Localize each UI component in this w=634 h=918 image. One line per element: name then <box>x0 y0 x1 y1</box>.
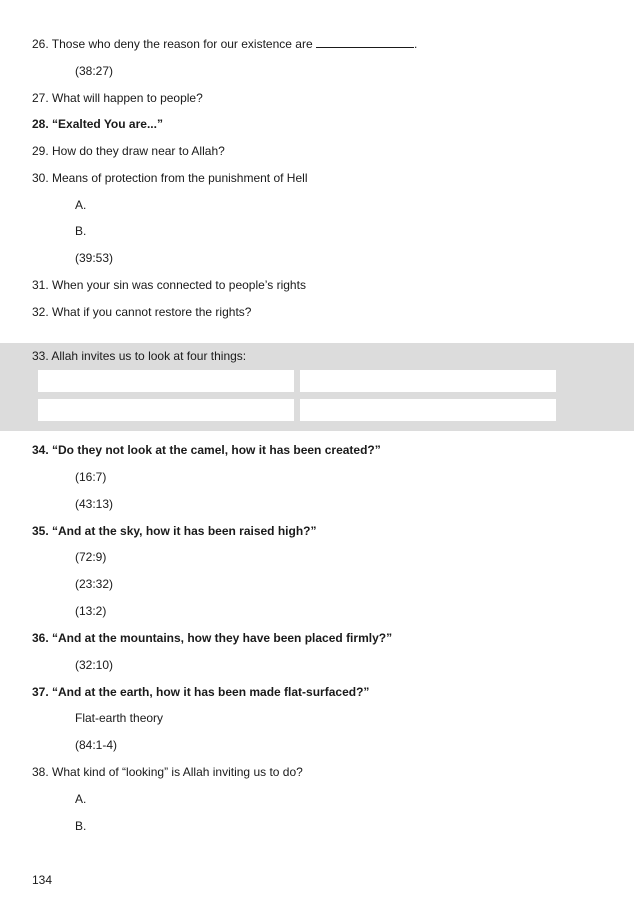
question-35: 35. “And at the sky, how it has been raised high?” <box>32 524 317 538</box>
reference: (16:7) <box>75 470 107 484</box>
page-number: 134 <box>32 873 53 887</box>
option-a: A. <box>75 792 87 806</box>
reference: (72:9) <box>75 550 107 564</box>
reference: (32:10) <box>75 658 114 672</box>
answer-box-2[interactable] <box>300 370 556 392</box>
question-26-text: 26. Those who deny the reason for our existence are <box>32 37 316 51</box>
reference: (23:32) <box>75 577 114 591</box>
question-31: 31. When your sin was connected to people’s rights <box>32 278 306 292</box>
answer-blank <box>316 37 414 48</box>
reference: (38:27) <box>75 64 114 78</box>
note: Flat-earth theory <box>75 711 164 725</box>
question-29: 29. How do they draw near to Allah? <box>32 144 225 158</box>
reference: (13:2) <box>75 604 107 618</box>
question-37: 37. “And at the earth, how it has been made flat-surfaced?” <box>32 685 370 699</box>
option-b: B. <box>75 819 87 833</box>
question-33: 33. Allah invites us to look at four things: <box>32 349 247 363</box>
question-34: 34. “Do they not look at the camel, how it has been created?” <box>32 443 381 457</box>
question-27: 27. What will happen to people? <box>32 91 203 105</box>
option-a: A. <box>75 198 87 212</box>
answer-box-3[interactable] <box>38 399 294 421</box>
reference: (43:13) <box>75 497 114 511</box>
question-32: 32. What if you cannot restore the rights? <box>32 305 252 319</box>
four-things-section <box>0 343 634 431</box>
reference: (84:1-4) <box>75 738 118 752</box>
answer-box-4[interactable] <box>300 399 556 421</box>
question-26-period: . <box>413 37 418 51</box>
answer-box-1[interactable] <box>38 370 294 392</box>
question-36: 36. “And at the mountains, how they have been placed firmly?” <box>32 631 393 645</box>
option-b: B. <box>75 224 87 238</box>
reference: (39:53) <box>75 251 114 265</box>
question-30: 30. Means of protection from the punishment of Hell <box>32 171 308 185</box>
question-26 <box>32 37 417 51</box>
question-38: 38. What kind of “looking” is Allah inviting us to do? <box>32 765 303 779</box>
question-28: 28. “Exalted You are...” <box>32 117 163 131</box>
